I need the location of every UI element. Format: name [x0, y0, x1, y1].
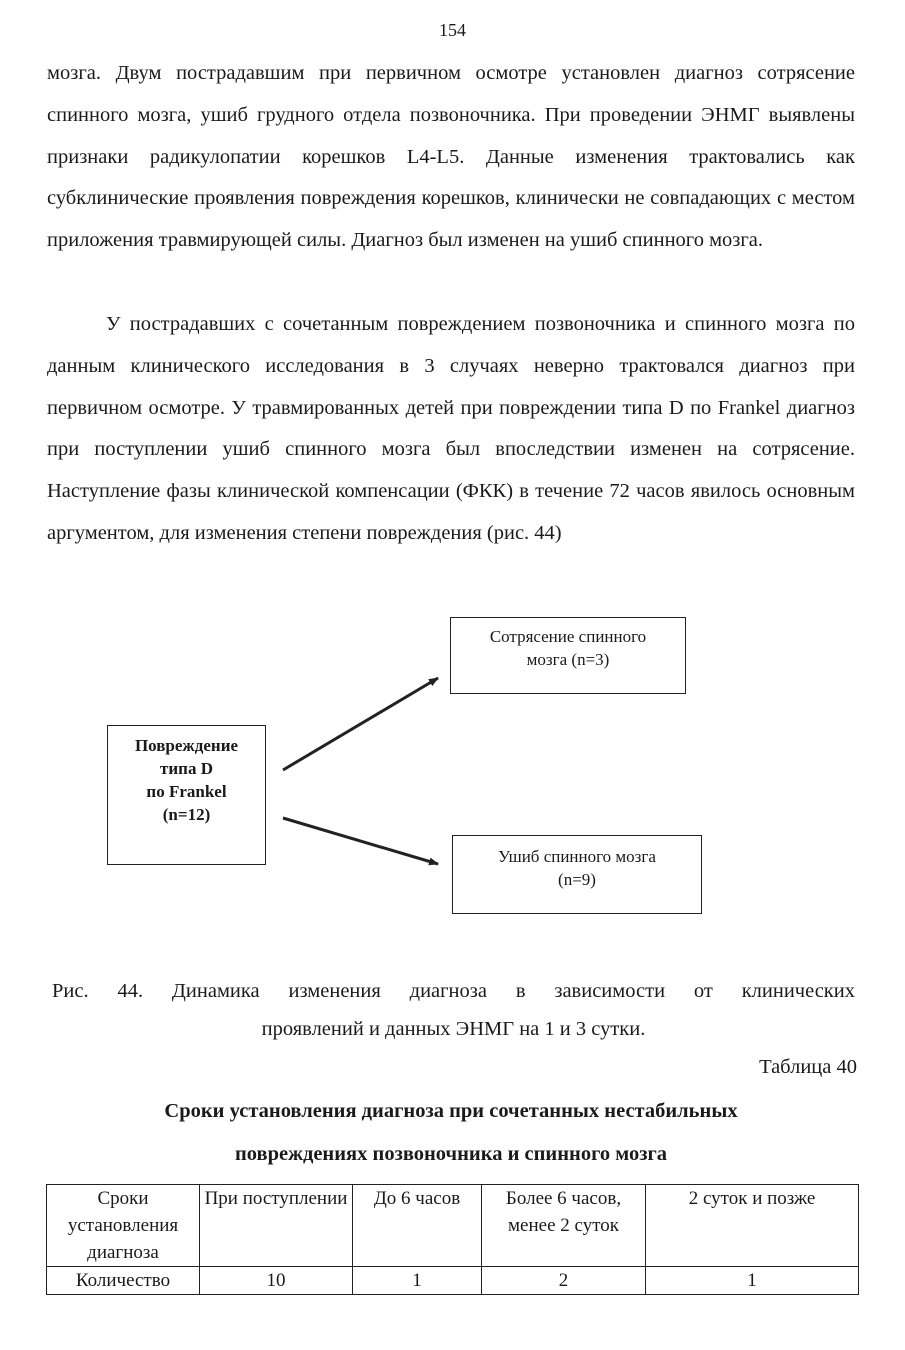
diagram-source-box — [107, 725, 266, 865]
table-row — [47, 1267, 859, 1295]
table-cell: 10 — [200, 1267, 353, 1295]
table-title-line-1: Сроки установления диагноза при сочетанных нестабильных — [164, 1100, 738, 1122]
diagnosis-timing-table — [46, 1184, 859, 1295]
source-line-1: Повреждение — [134, 736, 239, 755]
table-cell: 1 — [353, 1267, 482, 1295]
concussion-line-2: мозга (n=3) — [526, 650, 610, 669]
header-cell: До 6 часов — [353, 1185, 482, 1267]
diagram-concussion-box — [450, 617, 686, 694]
diagram-contusion-box — [452, 835, 702, 914]
page-number: 154 — [439, 20, 466, 40]
figure-caption-line-2: проявлений и данных ЭНМГ на 1 и 3 сутки. — [261, 1018, 646, 1040]
table-header-row — [47, 1185, 859, 1267]
contusion-line-1: Ушиб спинного мозга — [498, 847, 656, 866]
table-label: Таблица 40 — [759, 1056, 857, 1078]
table-cell: Количество — [47, 1267, 200, 1295]
header-cell: При поступлении — [200, 1185, 353, 1267]
source-line-4: (n=12) — [162, 805, 211, 824]
header-cell: 2 суток и позже — [646, 1185, 859, 1267]
figure-caption-line-1: Рис. 44. Динамика изменения диагноза в зависимости от клинических — [52, 980, 855, 1002]
paragraph-1: мозга. Двум пострадавшим при первичном осмотре установлен диагноз сотрясение спинного мозга, ушиб грудного отдела позвоночника. При проведении ЭНМГ выявлены признаки радикулопатии корешков L4-L5. Данные изменения трактовались как субклинические проявления повреждения корешков, клинически не совпадающих с местом приложения травмирующей силы. Диагноз был изменен на ушиб спинного мозга. — [47, 62, 855, 252]
table-title-line-2: повреждениях позвоночника и спинного мозга — [234, 1143, 668, 1165]
source-line-2: типа D — [160, 759, 213, 778]
concussion-line-1: Сотрясение спинного — [489, 627, 647, 646]
table-cell: 2 — [482, 1267, 646, 1295]
contusion-line-2: (n=9) — [558, 870, 596, 889]
arrow-to-concussion — [283, 678, 438, 770]
header-cell: Сроки установления диагноза — [47, 1185, 200, 1267]
arrow-to-contusion — [283, 818, 438, 864]
table-cell: 1 — [646, 1267, 859, 1295]
paragraph-2: У пострадавших с сочетанным повреждением позвоночника и спинного мозга по данным клинического исследования в 3 случаях неверно трактовался диагноз при первичном осмотре. У травмированных детей при повреждении типа D по Frankel диагноз при поступлении ушиб спинного мозга был впоследствии изменен на сотрясение. Наступление фазы клинической компенсации (ФКК) в течение 72 часов явилось основным аргументом, для изменения степени повреждения (рис. 44) — [47, 313, 855, 544]
header-cell: Более 6 часов, менее 2 суток — [482, 1185, 646, 1267]
source-line-3: по Frankel — [146, 782, 227, 801]
